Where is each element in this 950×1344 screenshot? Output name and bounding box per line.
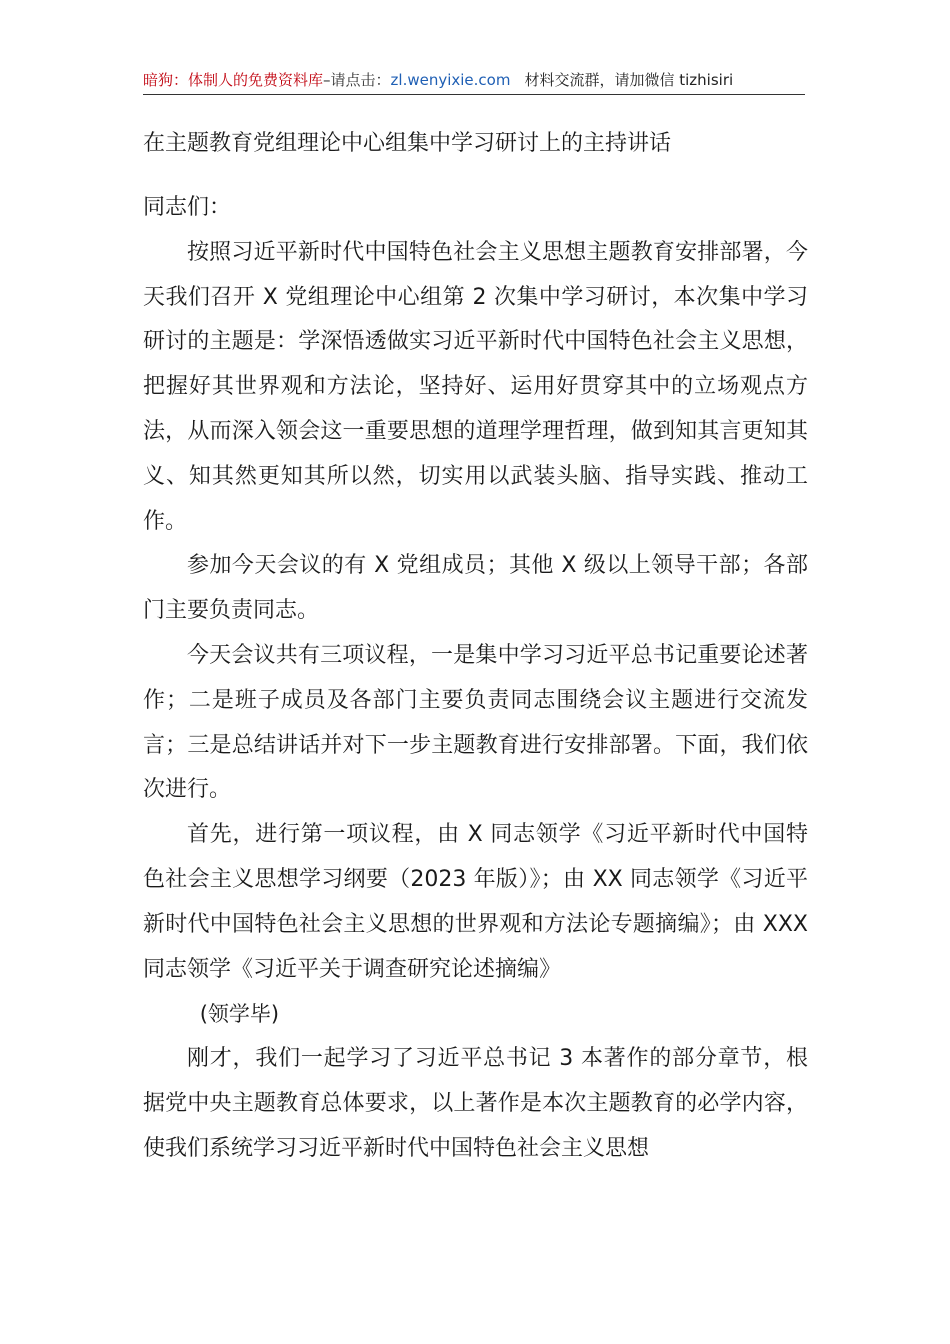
page-header <box>143 66 805 95</box>
paragraph: 首先，进行第一项议程，由 X 同志领学《习近平新时代中国特色社会主义思想学习纲要（2023 年版）》；由 XX 同志领学《习近平新时代中国特色社会主义思想的世界观和方法论专题摘编》；由 XXX 同志领学《习近平关于调查研究论述摘编》 <box>143 822 808 982</box>
document-title: 在主题教育党组理论中心组集中学习研讨上的主持讲话 <box>143 131 672 156</box>
header-prompt: –请点击： <box>323 71 391 89</box>
stage-note: (领学毕) <box>199 1002 280 1027</box>
paragraph: 刚才，我们一起学习了习近平总书记 3 本著作的部分章节，根据党中央主题教育总体要求，以上著作是本次主题教育的必学内容，使我们系统学习习近平新时代中国特色社会主义思想 <box>143 1046 808 1161</box>
header-brand: 暗狗：体制人的免费资料库 <box>143 71 324 89</box>
document-body <box>143 186 808 1172</box>
paragraph: 今天会议共有三项议程，一是集中学习习近平总书记重要论述著作；二是班子成员及各部门主要负责同志围绕会议主题进行交流发言；三是总结讲话并对下一步主题教育进行安排部署。下面，我们依次进行。 <box>143 642 808 803</box>
paragraph: 按照习近平新时代中国特色社会主义思想主题教育安排部署，今天我们召开 X 党组理论中心组第 2 次集中学习研讨，本次集中学习研讨的主题是：学深悟透做实习近平新时代中国特色社会主义思想，把握好其世界观和方法论，坚持好、运用好贯穿其中的立场观点方法，从而深入领会这一重要思想的道理学理哲理，做到知其言更知其义、知其然更知其所以然，切实用以武装头脑、指导实践、推动工作。 <box>143 239 808 534</box>
header-link[interactable]: zl.wenyixie.com <box>390 71 511 89</box>
header-group-info: 材料交流群，请加微信 tizhisiri <box>524 71 734 89</box>
paragraph: 参加今天会议的有 X 党组成员；其他 X 级以上领导干部；各部门主要负责同志。 <box>143 553 808 624</box>
salutation: 同志们： <box>143 195 232 220</box>
